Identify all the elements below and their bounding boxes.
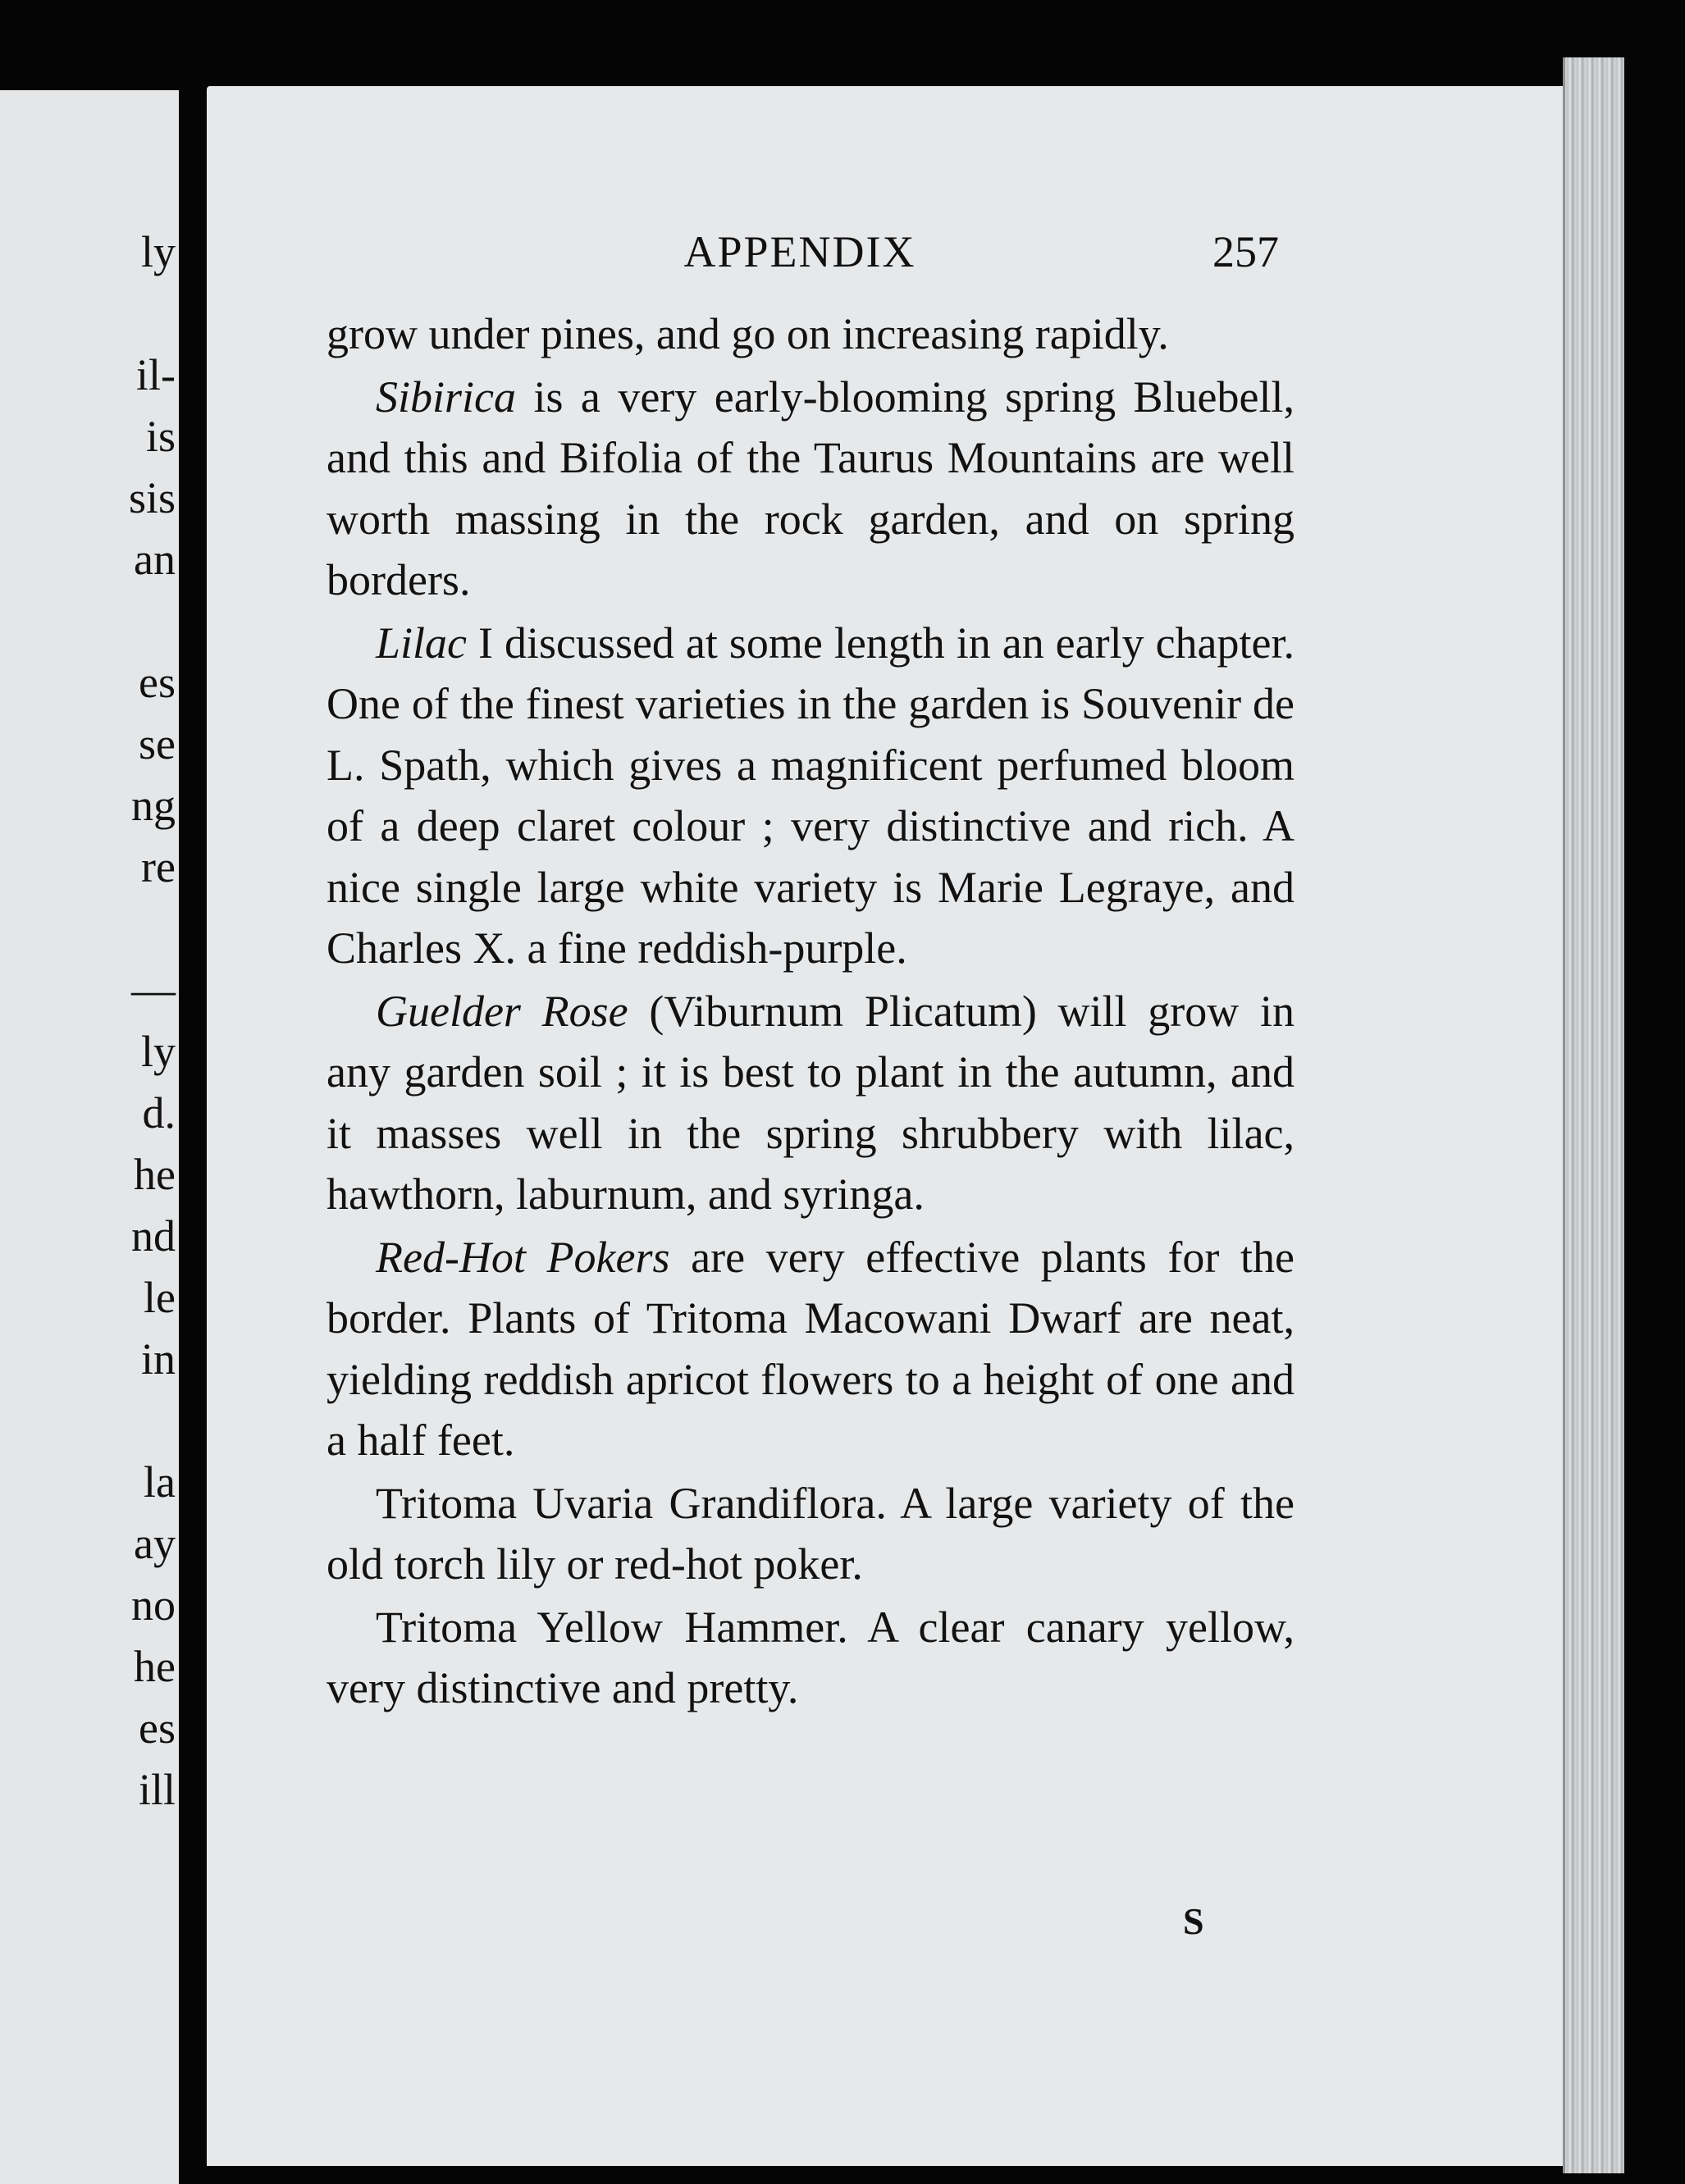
left-page-fragment: ng xyxy=(131,781,176,830)
paragraph-text: Tritoma Uvaria Grandiflora. A large variety of the old torch lily or red-hot poker. xyxy=(326,1478,1295,1589)
left-page-edge xyxy=(0,90,179,2184)
paragraph xyxy=(326,1473,1295,1595)
paragraph-lead: Lilac xyxy=(376,618,468,668)
paragraph-text: grow under pines, and go on increasing rapidly. xyxy=(326,309,1169,358)
paragraph xyxy=(326,367,1295,611)
left-page-fragment: nd xyxy=(131,1211,176,1261)
paragraph-text: are very effective plants for the border. Plants of Tritoma Macowani Dwarf are neat, yielding reddish apricot flowers to a height of one and a half feet. xyxy=(326,1232,1295,1465)
left-page-fragment: se xyxy=(139,719,176,768)
left-page-fragment: no xyxy=(131,1580,176,1630)
left-page-fragment: he xyxy=(134,1150,176,1199)
left-page-fragment: il- xyxy=(136,350,176,399)
paragraph xyxy=(326,613,1295,979)
left-page-fragment: es xyxy=(139,658,176,707)
paragraph-text: I discussed at some length in an early chapter. One of the finest varieties in the garden is Souvenir de L. Spath, which gives a magnificent perfumed bloom of a deep claret colour ; very distinctive and rich. A nice single large white variety is Marie Legraye, and Charles X. a fine reddish-purple. xyxy=(326,618,1295,973)
left-page-fragment: d. xyxy=(142,1088,176,1138)
paragraph xyxy=(326,981,1295,1225)
paragraph xyxy=(326,1227,1295,1471)
paragraph xyxy=(326,1597,1295,1719)
paragraph-lead: Guelder Rose xyxy=(376,986,628,1036)
paragraph-text: Tritoma Yellow Hammer. A clear canary yellow, very distinctive and pretty. xyxy=(326,1602,1295,1712)
running-header: APPENDIX xyxy=(683,227,916,276)
signature-mark: S xyxy=(1183,1900,1204,1942)
paragraph-lead: Red-Hot Pokers xyxy=(376,1232,670,1282)
page-number: 257 xyxy=(1212,227,1279,276)
left-page-fragment: sis xyxy=(128,473,176,522)
left-page-fragment: in xyxy=(140,1334,176,1384)
body-text xyxy=(326,303,1295,1719)
left-page-fragment: he xyxy=(134,1642,176,1691)
left-page-fragment: — xyxy=(131,965,176,1014)
page-edge-stack xyxy=(1563,57,1624,2173)
left-page-fragment: es xyxy=(139,1703,176,1753)
left-page-fragment: ay xyxy=(134,1519,176,1568)
paragraph-text: is a very early-blooming spring Bluebell, and this and Bifolia of the Taurus Mountains are well worth massing in the rock garden, and on spring borders. xyxy=(326,372,1295,604)
paragraph-text: (Viburnum Plicatum) will grow in any garden soil ; it is best to plant in the autumn, and it masses well in the spring shrubbery with lilac, hawthorn, laburnum, and syringa. xyxy=(326,986,1295,1219)
left-page-fragment: is xyxy=(145,412,176,461)
left-page-fragment: le xyxy=(144,1273,176,1322)
left-page-fragment: ly xyxy=(140,227,176,276)
paragraph xyxy=(326,303,1295,365)
left-page-fragment: ly xyxy=(140,1027,176,1076)
left-page-fragment: re xyxy=(141,842,176,891)
left-page-fragment: an xyxy=(134,535,176,584)
paragraph-lead: Sibirica xyxy=(376,372,516,422)
left-page-fragment: ill xyxy=(138,1765,176,1814)
left-page-fragment: la xyxy=(144,1457,176,1507)
